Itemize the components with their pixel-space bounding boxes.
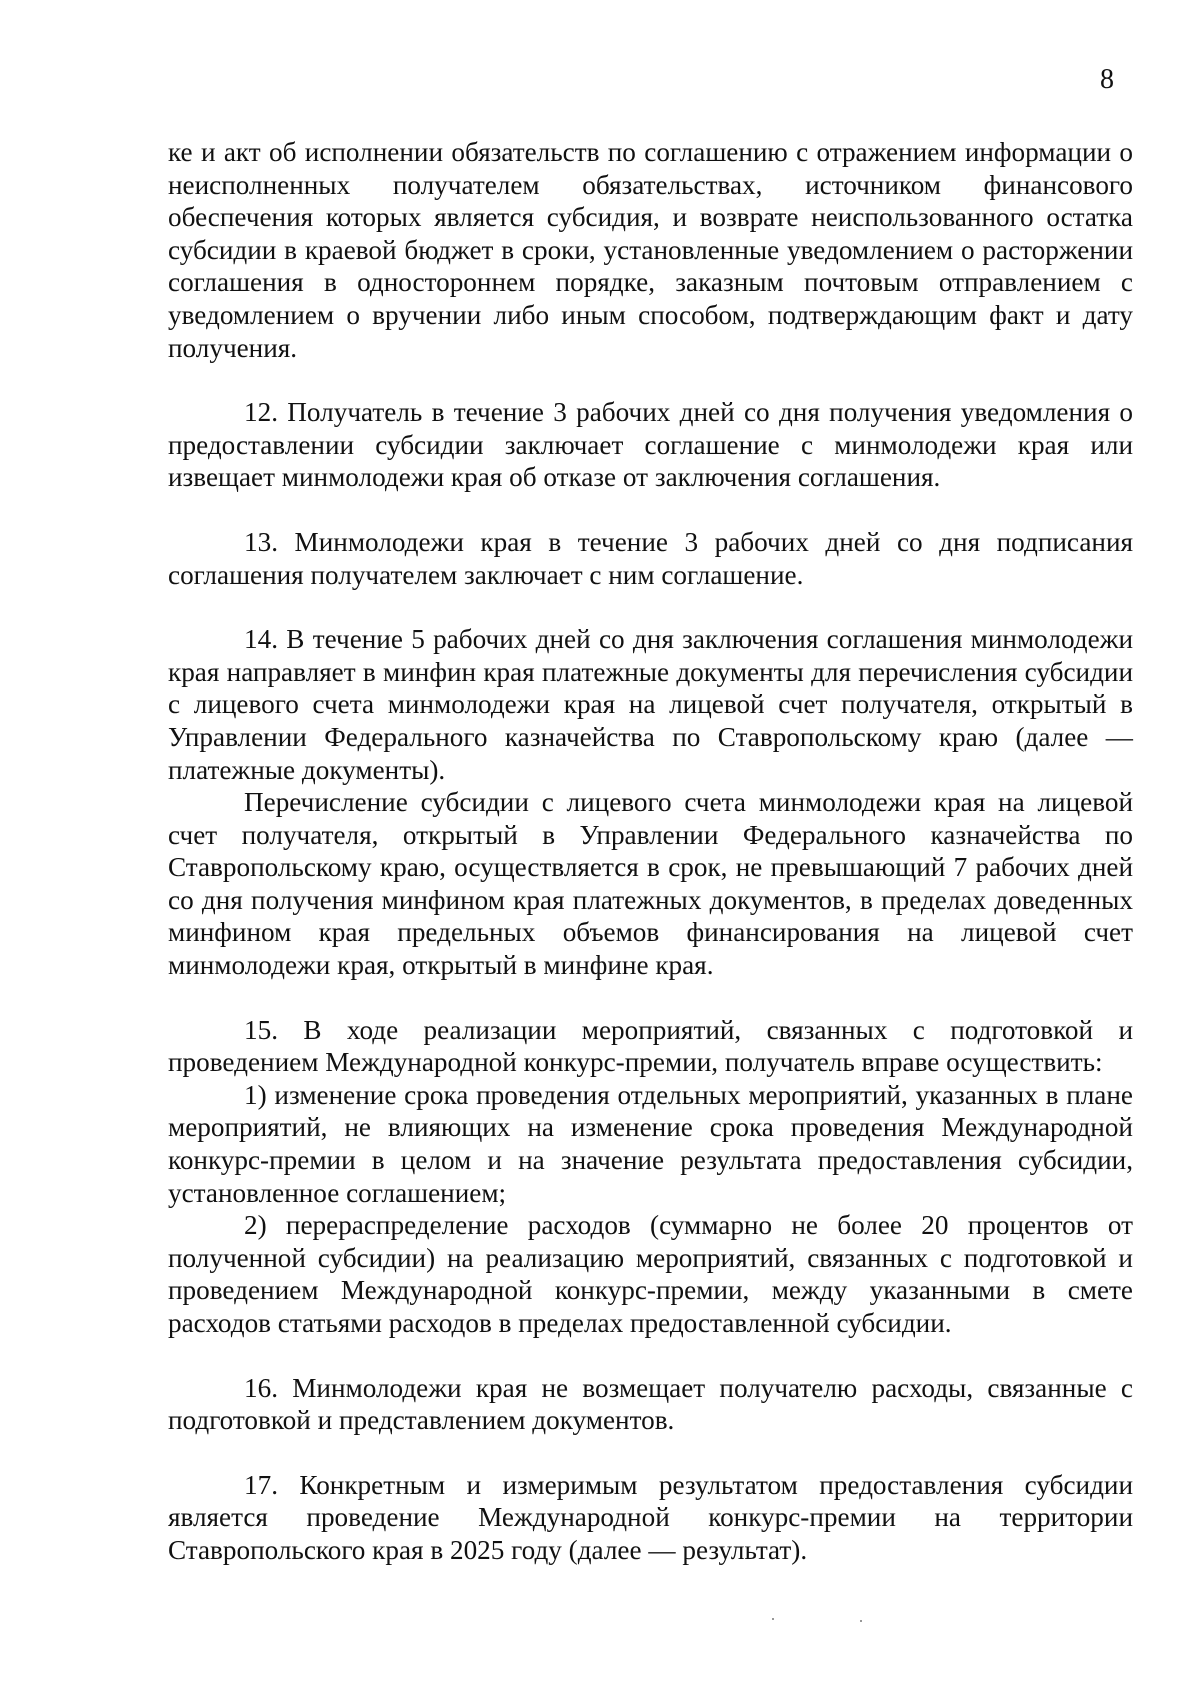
- document-body: [168, 136, 1133, 1567]
- paragraph-14-transfer: Перечисление субсидии с лицевого счета минмолодежи края на лицевой счет получателя, открытый в Управлении Федерального казначейства по Ставропольскому краю, осуществляется в срок, не превышающий 7 рабочих дней со дня получения минфином края платежных документов, в пределах доведенных минфином края предельных объемов финансирования на лицевой счет минмолодежи края, открытый в минфине края.: [168, 787, 1133, 981]
- paragraph-14: 14. В течение 5 рабочих дней со дня заключения соглашения минмолодежи края направляет в минфин края платежные документы для перечисления субсидии с лицевого счета минмолодежи края на лицевой счет получателя, открытый в Управлении Федерального казначейства по Ставропольскому краю (далее — платежные документы).: [168, 624, 1133, 785]
- paragraph-15: 15. В ходе реализации мероприятий, связанных с подготовкой и проведением Международной конкурс-премии, получатель вправе осуществить:: [168, 1014, 1133, 1078]
- paragraph-15-item-1: 1) изменение срока проведения отдельных мероприятий, указанных в плане мероприятий, не влияющих на изменение срока проведения Международной конкурс-премии в целом и на значение результата предоставления субсидии, установленное соглашением;: [168, 1079, 1133, 1208]
- paragraph-15-item-2: 2) перераспределение расходов (суммарно не более 20 процентов от полученной субсидии) на реализацию мероприятий, связанных с подготовкой и проведением Международной конкурс-премии, между указанными в смете расходов статьями расходов в пределах предоставленной субсидии.: [168, 1210, 1133, 1338]
- scan-speck: [860, 1620, 862, 1622]
- paragraph-12: 12. Получатель в течение 3 рабочих дней со дня получения уведомления о предоставлении субсидии заключает соглашение с минмолодежи края или извещает минмолодежи края об отказе от заключения соглашения.: [168, 397, 1133, 493]
- scan-speck: [772, 1618, 774, 1620]
- page-number: 8: [1100, 64, 1114, 95]
- paragraph-13: 13. Минмолодежи края в течение 3 рабочих дней со дня подписания соглашения получателем заключает с ним соглашение.: [168, 526, 1133, 590]
- paragraph-continuation: ке и акт об исполнении обязательств по соглашению с отражением информации о неисполненных получателем обязательствах, источником финансового обеспечения которых является субсидия, и возврате неиспользованного остатка субсидии в краевой бюджет в сроки, установленные уведомлением о расторжении соглашения в одностороннем порядке, заказным почтовым отправлением с уведомлением о вручении либо иным способом, подтверждающим факт и дату получения.: [168, 137, 1133, 363]
- paragraph-16: 16. Минмолодежи края не возмещает получателю расходы, связанные с подготовкой и представлением документов.: [168, 1372, 1133, 1436]
- paragraph-17: 17. Конкретным и измеримым результатом предоставления субсидии является проведение Международной конкурс-премии на территории Ставропольского края в 2025 году (далее — результат).: [168, 1469, 1133, 1565]
